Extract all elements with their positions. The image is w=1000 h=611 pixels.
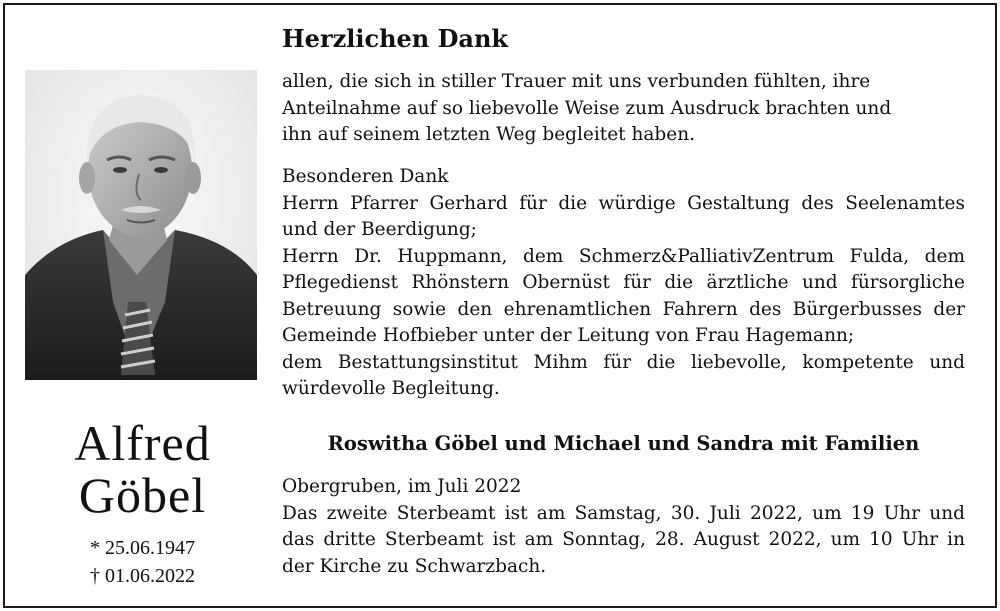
thanks-line: Pflegedienst Rhönstern Obernüst für die ärztliche und fürsorgliche <box>282 272 965 293</box>
thanks-line: dem Bestattungsinstitut Mihm für die liebevolle, kompetente und <box>282 351 965 373</box>
thanks-line: Besonderen Dank <box>282 166 449 187</box>
notice-heading: Herzlichen Dank <box>282 24 509 53</box>
place-date: Obergruben, im Juli 2022 <box>282 476 522 497</box>
family-signature: Roswitha Göbel und Michael und Sandra mit Familien <box>327 432 920 455</box>
thanks-paragraph <box>282 164 965 403</box>
death-date: † 01.06.2022 <box>90 565 195 587</box>
thanks-line: und der Beerdigung; <box>282 219 477 240</box>
service-line: Das zweite Sterbeamt ist am Samstag, 30. Juli 2022, um 19 Uhr und <box>282 502 965 524</box>
service-line: der Kirche zu Schwarzbach. <box>282 555 547 577</box>
portrait-photo <box>25 70 257 380</box>
service-line: das dritte Sterbeamt ist am Sonntag, 28. August 2022, um 10 Uhr in <box>282 529 965 550</box>
deceased-last-name: Göbel <box>78 467 207 523</box>
birth-date: * 25.06.1947 <box>90 537 195 559</box>
deceased-first-name: Alfred <box>74 415 211 471</box>
intro-line: Anteilnahme auf so liebevolle Weise zum Ausdruck brachten und <box>282 97 892 119</box>
thanks-line: Herrn Pfarrer Gerhard für die würdige Gestaltung des Seelenamtes <box>282 192 965 214</box>
thanks-line: Gemeinde Hofbieber unter der Leitung von Frau Hagemann; <box>282 325 855 346</box>
intro-line: allen, die sich in stiller Trauer mit uns verbunden fühlten, ihre <box>282 71 871 92</box>
thanks-line: Betreuung sowie den ehrenamtlichen Fahrern des Bürgerbusses der <box>282 298 965 320</box>
closing-paragraph <box>282 474 965 580</box>
intro-line: ihn auf seinem letzten Weg begleitet haben. <box>282 124 695 145</box>
thanks-line: würdevolle Begleitung. <box>282 378 500 399</box>
intro-paragraph <box>282 69 965 149</box>
thanks-line: Herrn Dr. Huppmann, dem Schmerz&PalliativZentrum Fulda, dem <box>282 245 965 267</box>
